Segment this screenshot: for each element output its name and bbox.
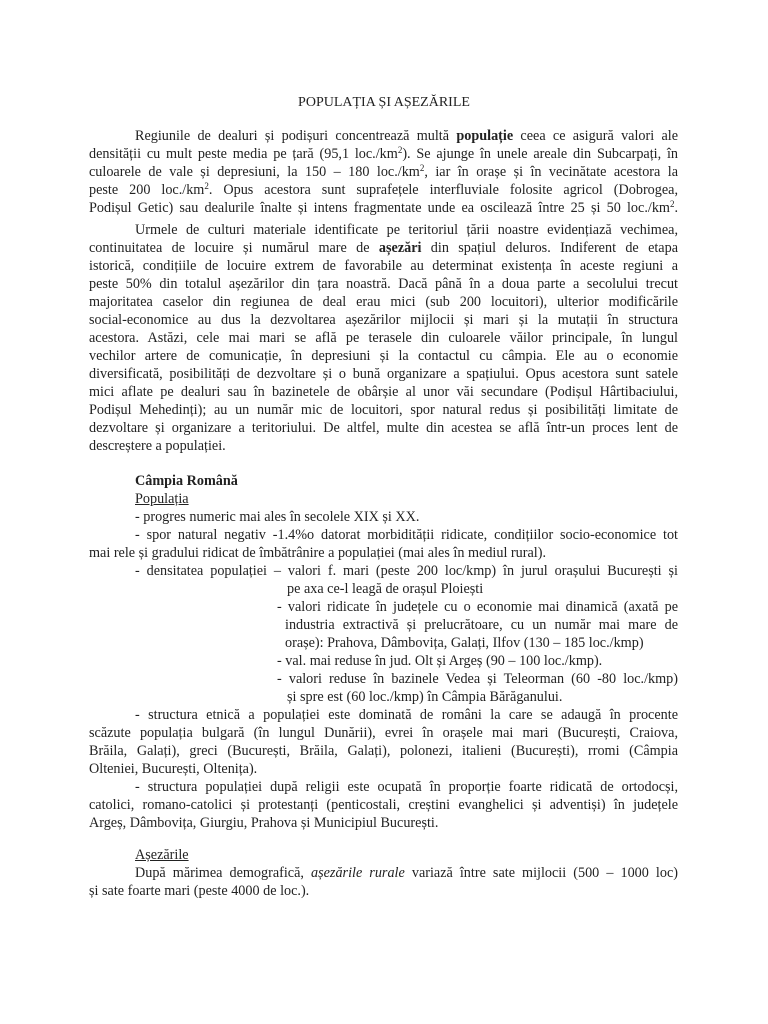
page-title: POPULAȚIA ȘI AȘEZĂRILE [298,95,470,110]
paragraph-1-line-2: densității cu mult peste media pe țară (95,1 $loc./km^2$). Se ajunge în unele areale din Subcarpați, în [89,145,678,162]
bullet-structura-etnica-line-3: Brăila, Galați), greci (București, Brăila, Galați), polonezi, italieni (București), rromi (Câmpia [89,743,678,759]
subheading-asezarile: Așezările [135,847,189,863]
bullet-densitate-line-3: - valori ridicate în județele cu o economie mai dinamică (axată pe [277,599,678,615]
bold-term-asezari: așezări [378,240,422,256]
paragraph-1-line-3: culoarele de vale și depresiuni, la 150 – 180 $loc./km^2$, iar în orașe și în vecinătate acestora la [89,163,678,180]
bullet-spor-natural-line-2: mai rele și gradului ridicat de îmbătrânire a populației (mai ales în mediul rural). [89,545,546,561]
bold-term-populatie: populație [456,128,514,144]
bullet-densitate-line-6: - val. mai reduse în jud. Olt și Argeș (90 – 100 loc./kmp). [277,653,603,669]
asezarile-line-1: După mărimea demografică, așezările rurale variază între sate mijlocii (500 – 1000 loc) [135,865,678,881]
bullet-progres-numeric: - progres numeric mai ales în secolele XIX și XX. [135,509,420,525]
paragraph-2-line-3: istorică, condițiile de locuire extrem de favorabile au determinat existența în aceste regiuni a [89,258,678,274]
bullet-structura-etnica-line-4: Olteniei, București, Oltenița). [89,761,258,777]
paragraph-2-line-4: peste 50% din totalul așezărilor din țara noastră. Dacă până în a doua parte a secolului trecut [89,276,678,292]
subheading-populatia: Populația [135,491,189,507]
bullet-religii-line-3: Argeș, Dâmbovița, Giurgiu, Prahova și Municipiul București. [89,815,439,831]
paragraph-2-line-12: dezvoltare și organizare a teritoriului. De altfel, multe din acestea se află într-un proces lent de [89,420,678,436]
paragraph-2-line-8: vechilor artere de comunicație, în depresiuni și la contactul cu câmpia. Ele au o economie [89,348,678,364]
paragraph-2-line-1: Urmele de culturi materiale identificate pe teritoriul țării noastre evidențiază vechimea, [135,222,678,238]
bullet-densitate-line-8: și spre est (60 loc./kmp) în Câmpia Bărăganului. [287,689,563,705]
bullet-densitate-line-4: industria extractivă și prelucrătoare, cu un număr mai mare de [285,617,678,633]
bullet-densitate-line-5: orașe): Prahova, Dâmbovița, Galați, Ilfov (130 – 185 loc./kmp) [285,635,644,651]
italic-term-asezarile-rurale: așezările rurale [311,865,405,881]
bullet-spor-natural-line-1: - spor natural negativ -1.4%o datorat morbidității ridicate, condițiilor socio-economice tot [135,527,678,543]
paragraph-2-line-2: continuitatea de locuire și numărul mare de așezări din spațiul deluros. Indiferent de etapa [89,240,678,256]
paragraph-2-line-6: social-economice au dus la dezvoltarea așezărilor mijlocii și mari și la mutații în structura [89,312,678,328]
paragraph-2-line-10: mici aflate pe dealuri sau în bazinetele de obârșie al unor văi secundare (Podișul Hârtibaciului, [89,384,678,400]
bullet-densitate-line-2: pe axa ce-l leagă de orașul Ploiești [287,581,484,597]
paragraph-2-line-7: acestora. Astăzi, cele mai mari se află pe terasele din culoarele văilor principale, în lungul [89,330,678,346]
bullet-religii-line-1: - structura populației după religii este ocupată în proporție foarte ridicată de ortodocși, [135,779,678,795]
bullet-densitate-line-7: - valori reduse în bazinele Vedea și Teleorman (60 -80 loc./kmp) [277,671,678,687]
paragraph-2-line-9: diversificată, posibilități de dezvoltare și o bună organizare a spațiului. Opus acestora sunt satele [89,366,678,382]
asezarile-line-2: și sate foarte mari (peste 4000 de loc.). [89,883,310,899]
paragraph-2-line-5: majoritatea caselor din regiunea de deal erau mici (sub 200 locuitori), ulterior modificările [89,294,678,310]
bullet-religii-line-2: catolici, romano-catolici și protestanți (penticostali, creștini evanghelici și adventiși) în județele [89,797,678,813]
paragraph-1-line-5: Podișul Getic) sau dealurile înalte și intens fragmentate unde ea oscilează între 25 și 50 $loc./km^2$. [89,199,678,216]
paragraph-1-line-1: Regiunile de dealuri și podișuri concentrează multă populație ceea ce asigură valori ale [135,128,679,144]
section-heading-campia-romana: Câmpia Română [135,473,238,489]
paragraph-1-line-4: peste 200 $loc./km^2$. Opus acestora sunt suprafețele interfluviale folosite agricol (Dobrogea, [89,181,678,198]
paragraph-2-line-13: descreștere a populației. [89,438,226,454]
bullet-structura-etnica-line-1: - structura etnică a populației este dominată de români la care se adaugă în procente [135,707,678,723]
bullet-densitate-line-1: - densitatea populației – valori f. mari (peste 200 loc/kmp) în jurul orașului București și [135,563,678,579]
paragraph-2-line-11: Podișul Mehedinți); au un număr mic de locuitori, spor natural redus și posibilități limitate de [89,402,678,418]
bullet-structura-etnica-line-2: scăzute populația bulgară (în lungul Dunării), evrei în orașele mai mari (București, Craiova, [89,725,678,741]
